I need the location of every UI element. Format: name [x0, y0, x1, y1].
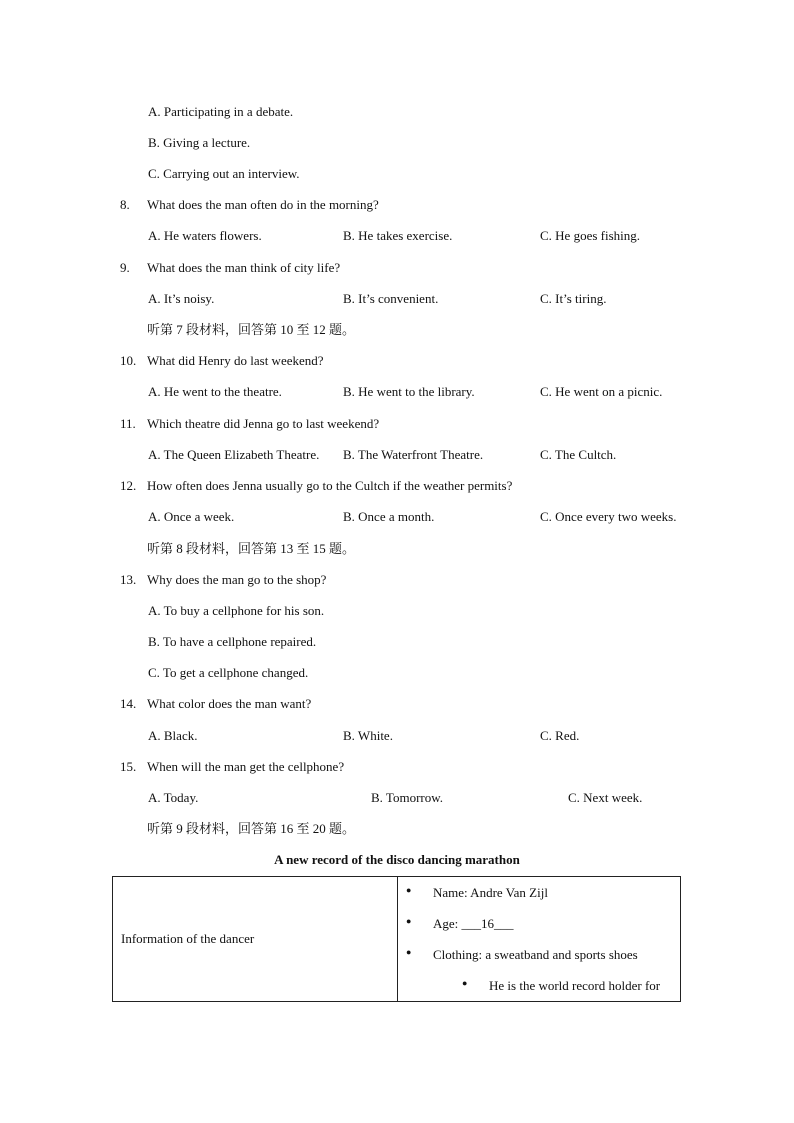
age-label: Age:: [433, 916, 462, 931]
option-b: B. Tomorrow.: [371, 790, 444, 805]
q7-option-a: A. Participating in a debate.: [148, 104, 294, 119]
info-label-cell: [113, 877, 398, 1002]
question-number: 12.: [120, 478, 137, 493]
question-stem: When will the man get the cellphone?: [147, 759, 345, 774]
info-row-name: [398, 877, 680, 908]
age-answer: ___16___: [461, 916, 514, 931]
section-instruction: 听第 7 段材料，回答第 10 至 12 题。: [147, 322, 356, 337]
option-a: A. He went to the theatre.: [148, 384, 282, 399]
option-c: C. It’s tiring.: [540, 291, 607, 306]
option-b: B. Once a month.: [343, 509, 435, 524]
info-row-text: He is the world record holder for: [489, 978, 661, 993]
info-row-record: [398, 970, 680, 1001]
option-b: B. He takes exercise.: [343, 228, 453, 243]
option-a: A. It’s noisy.: [148, 291, 215, 306]
option-c: C. He goes fishing.: [540, 228, 641, 243]
info-row-age: [398, 908, 680, 939]
option-c: C. Red.: [540, 728, 580, 743]
section-instruction: 听第 8 段材料，回答第 13 至 15 题。: [147, 541, 356, 556]
question-number: 13.: [120, 572, 137, 587]
info-table: [112, 876, 681, 1002]
info-row-clothing: [398, 939, 680, 970]
question-number: 14.: [120, 696, 137, 711]
option-b: B. White.: [343, 728, 393, 743]
option-b: B. To have a cellphone repaired.: [148, 634, 317, 649]
question-stem: What color does the man want?: [147, 696, 312, 711]
option-c: C. To get a cellphone changed.: [148, 665, 309, 680]
option-b: B. The Waterfront Theatre.: [343, 447, 484, 462]
bullet-icon: ●: [406, 885, 412, 895]
info-detail-cell: [398, 877, 681, 1002]
info-row-text: [433, 916, 514, 932]
option-c: C. He went on a picnic.: [540, 384, 663, 399]
question-stem: Which theatre did Jenna go to last weekend?: [147, 416, 380, 431]
option-c: C. Once every two weeks.: [540, 509, 677, 524]
option-a: A. Black.: [148, 728, 198, 743]
option-b: B. It’s convenient.: [343, 291, 439, 306]
question-number: 10.: [120, 353, 137, 368]
option-c: C. The Cultch.: [540, 447, 617, 462]
option-b: B. He went to the library.: [343, 384, 475, 399]
question-stem: What did Henry do last weekend?: [147, 353, 324, 368]
option-a: A. To buy a cellphone for his son.: [148, 603, 325, 618]
bullet-icon: ●: [462, 978, 468, 988]
option-a: A. He waters flowers.: [148, 228, 262, 243]
info-row-text: Clothing: a sweatband and sports shoes: [433, 947, 638, 962]
table-title: A new record of the disco dancing marathon: [274, 852, 520, 867]
question-stem: What does the man often do in the morning?: [147, 197, 379, 212]
option-a: A. The Queen Elizabeth Theatre.: [148, 447, 320, 462]
bullet-icon: ●: [406, 947, 412, 957]
option-c: C. Next week.: [568, 790, 643, 805]
q7-option-b: B. Giving a lecture.: [148, 135, 251, 150]
option-a: A. Once a week.: [148, 509, 235, 524]
q7-option-c: C. Carrying out an interview.: [148, 166, 300, 181]
info-label: Information of the dancer: [121, 931, 255, 946]
question-stem: Why does the man go to the shop?: [147, 572, 327, 587]
question-number: 8.: [120, 197, 130, 212]
question-number: 9.: [120, 260, 130, 275]
question-stem: What does the man think of city life?: [147, 260, 341, 275]
question-number: 15.: [120, 759, 137, 774]
option-a: A. Today.: [148, 790, 199, 805]
question-number: 11.: [120, 416, 136, 431]
bullet-icon: ●: [406, 916, 412, 926]
section-instruction: 听第 9 段材料，回答第 16 至 20 题。: [147, 821, 356, 836]
info-row-text: Name: Andre Van Zijl: [433, 885, 548, 900]
question-stem: How often does Jenna usually go to the Cultch if the weather permits?: [147, 478, 513, 493]
